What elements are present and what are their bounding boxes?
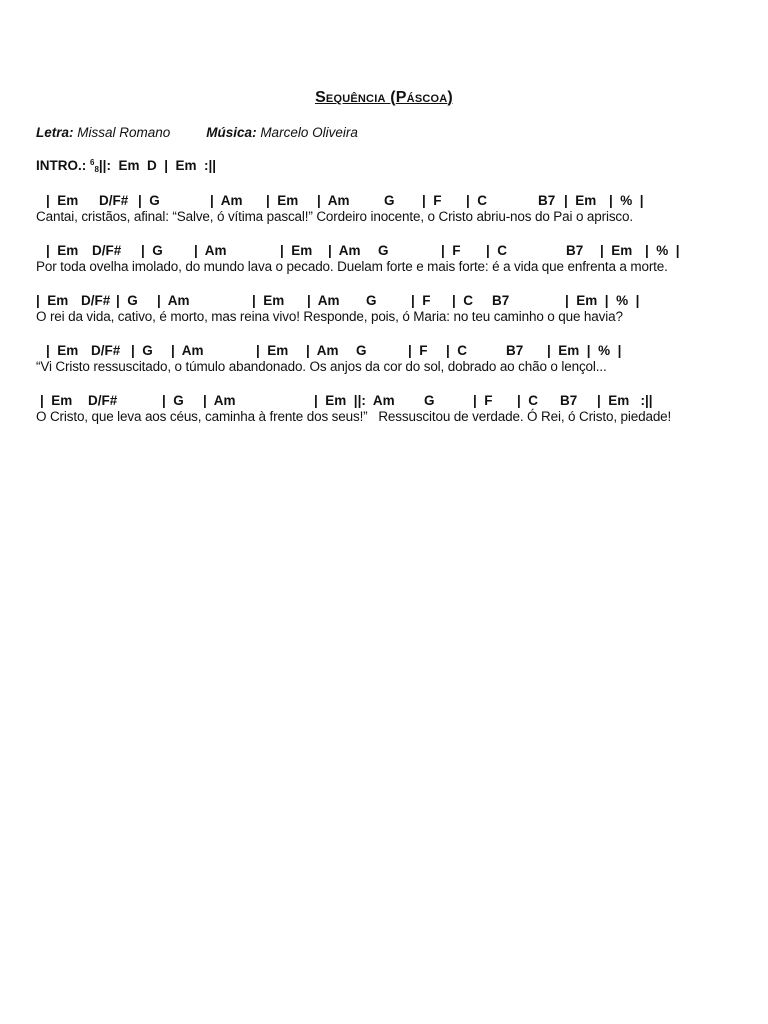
chord-line bbox=[36, 293, 756, 309]
chord: | C bbox=[486, 243, 508, 258]
chord: | Em bbox=[46, 343, 79, 358]
lyric-line: O Cristo, que leva aos céus, caminha à frente dos seus!” Ressuscitou de verdade. Ó Rei, ó Cristo, piedade! bbox=[36, 409, 672, 424]
chord: | Em bbox=[46, 243, 79, 258]
chord: | G bbox=[131, 343, 153, 358]
verse-block-1 bbox=[36, 193, 756, 225]
chord: B7 bbox=[538, 193, 556, 208]
chord: B7 bbox=[506, 343, 524, 358]
verse-block-2 bbox=[36, 243, 756, 275]
chord-line bbox=[36, 243, 756, 259]
chord: G bbox=[384, 193, 395, 208]
title-paren-open: ( bbox=[385, 89, 396, 106]
chord: D/F# bbox=[99, 193, 129, 208]
title-paren-close: ) bbox=[447, 89, 453, 106]
time-signature-bottom: 8 bbox=[94, 165, 99, 174]
chord: G bbox=[356, 343, 367, 358]
lyrics-label: Letra: bbox=[36, 125, 74, 140]
music-author: Marcelo Oliveira bbox=[256, 125, 358, 140]
lyric-line: Cantai, cristãos, afinal: “Salve, ó vítima pascal!” Cordeiro inocente, o Cristo abriu-nos do Pai o aprisco. bbox=[36, 209, 633, 224]
chord: | Am bbox=[194, 243, 227, 258]
chord: | F bbox=[411, 293, 431, 308]
chord: | Em bbox=[280, 243, 313, 258]
chord: | Am bbox=[306, 343, 339, 358]
chord: | C bbox=[446, 343, 468, 358]
chord: | Em bbox=[266, 193, 299, 208]
verse-block-5 bbox=[36, 393, 756, 425]
chord: D/F# bbox=[92, 243, 122, 258]
chord: | Em bbox=[252, 293, 285, 308]
chord: | G bbox=[162, 393, 184, 408]
chord: | Am bbox=[171, 343, 204, 358]
lyrics-author: Missal Romano bbox=[73, 125, 171, 140]
chord: B7 bbox=[492, 293, 510, 308]
chord: | Am bbox=[307, 293, 340, 308]
chord: | Em bbox=[256, 343, 289, 358]
chord: G bbox=[424, 393, 435, 408]
chord: | Em ||: Am bbox=[314, 393, 395, 408]
verse-block-4 bbox=[36, 343, 756, 375]
verse-block-3 bbox=[36, 293, 756, 325]
chord: | Em | % | bbox=[547, 343, 622, 358]
lyric-line: “Vi Cristo ressuscitado, o túmulo abandonado. Os anjos da cor do sol, dobrado ao chão o lençol... bbox=[36, 359, 607, 374]
credits-line bbox=[36, 125, 358, 140]
chord: D/F# bbox=[91, 343, 121, 358]
intro-line bbox=[36, 158, 216, 173]
intro-label: INTRO.: bbox=[36, 158, 90, 173]
chord: | Em bbox=[564, 193, 597, 208]
chord: | C bbox=[452, 293, 474, 308]
chord: | Am bbox=[328, 243, 361, 258]
time-signature-top: 6 bbox=[90, 158, 95, 167]
chord: D/F# bbox=[88, 393, 118, 408]
chord: B7 bbox=[566, 243, 584, 258]
chord: G bbox=[366, 293, 377, 308]
chord: | Am bbox=[317, 193, 350, 208]
chord: | F bbox=[441, 243, 461, 258]
chord: | C bbox=[517, 393, 539, 408]
chord: | Em :|| bbox=[597, 393, 653, 408]
chord: | Em bbox=[36, 293, 69, 308]
music-label: Música: bbox=[206, 125, 257, 140]
chord: | Em | % | bbox=[565, 293, 640, 308]
intro-chords: ||: Em D | Em :|| bbox=[98, 158, 217, 173]
chord: | Em bbox=[600, 243, 633, 258]
chord: | Am bbox=[157, 293, 190, 308]
chord: | Am bbox=[203, 393, 236, 408]
chord-line bbox=[36, 193, 756, 209]
chord-line bbox=[36, 393, 756, 409]
lyric-line: Por toda ovelha imolado, do mundo lava o pecado. Duelam forte e mais forte: é a vida que enfrenta a morte. bbox=[36, 259, 668, 274]
chord: | G bbox=[116, 293, 138, 308]
chord: | C bbox=[466, 193, 488, 208]
song-title bbox=[0, 89, 768, 107]
chord: | G bbox=[141, 243, 163, 258]
chord: | Em bbox=[40, 393, 73, 408]
chord: | G bbox=[138, 193, 160, 208]
chord: B7 bbox=[560, 393, 578, 408]
chord-line bbox=[36, 343, 756, 359]
chord: | F bbox=[473, 393, 493, 408]
chord: | F bbox=[408, 343, 428, 358]
title-word: Sequência bbox=[315, 89, 386, 106]
chord: | F bbox=[422, 193, 442, 208]
chord: D/F# bbox=[81, 293, 111, 308]
chord: | % | bbox=[645, 243, 680, 258]
chord: | % | bbox=[609, 193, 644, 208]
lyric-line: O rei da vida, cativo, é morto, mas reina vivo! Responde, pois, ó Maria: no teu caminho o que havia? bbox=[36, 309, 623, 324]
chord: | Em bbox=[46, 193, 79, 208]
title-subtitle: Páscoa bbox=[395, 89, 448, 106]
chord: G bbox=[378, 243, 389, 258]
chord: | Am bbox=[210, 193, 243, 208]
